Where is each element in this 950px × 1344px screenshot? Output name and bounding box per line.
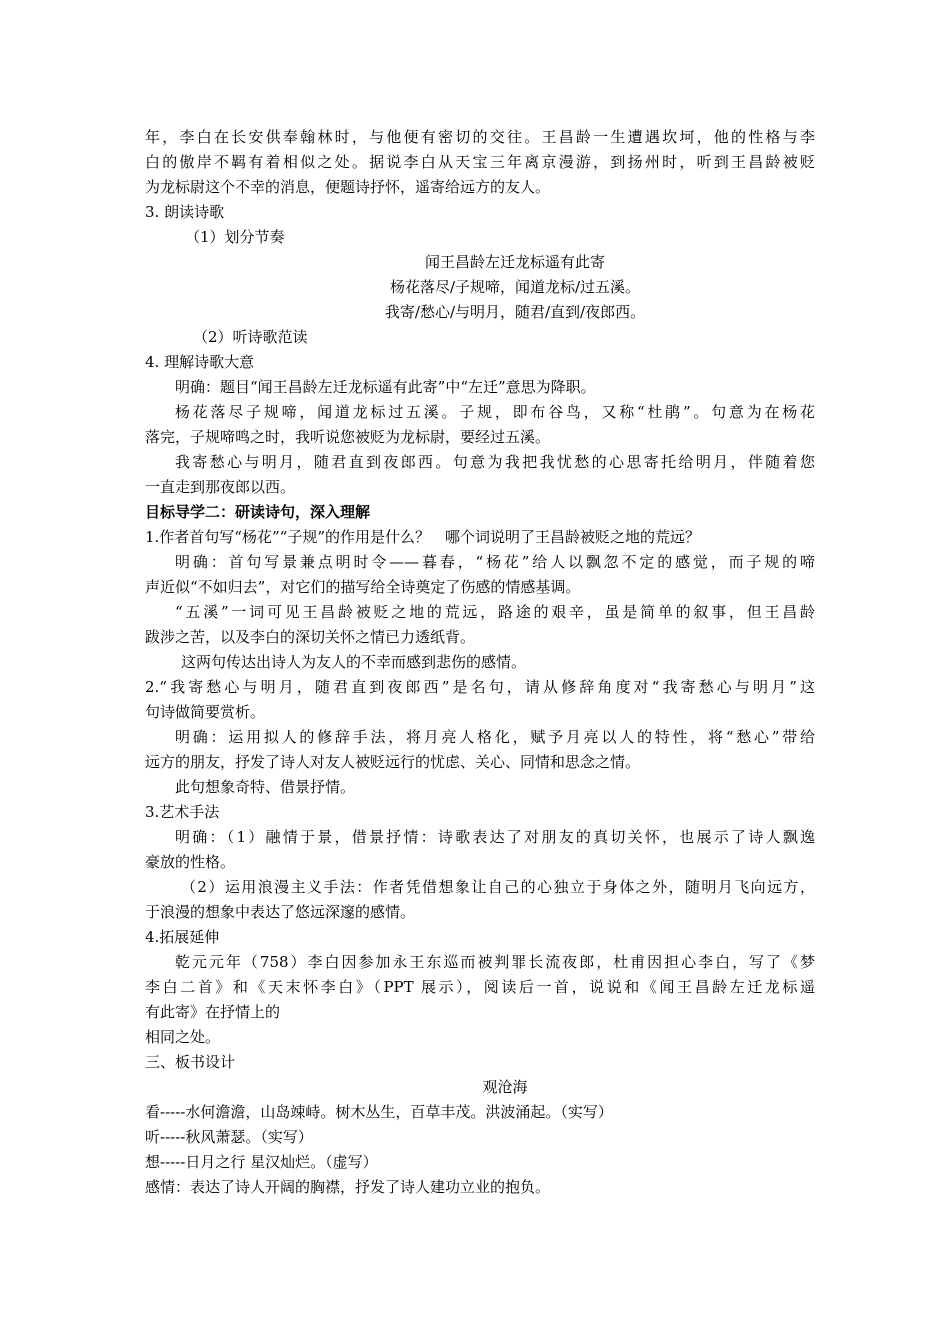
answer-1d: 跋涉之苦，以及李白的深切关怀之情已力透纸背。 — [145, 628, 476, 646]
poem-title: 闻王昌龄左迁龙标遥有此寄 — [424, 253, 605, 271]
question-1: 1.作者首句写“杨花”“子规”的作用是什么？ 哪个词说明了王昌龄被贬之地的荒远？ — [145, 528, 700, 546]
question-4: 4.拓展延伸 — [145, 928, 220, 946]
board-title: 观沧海 — [482, 1078, 528, 1096]
board-line-1: 看-----水何澹澹，山岛竦峙。树木丛生，百草丰茂。洪波涌起。（实写） — [145, 1103, 613, 1121]
answer-4c: 有此寄》在抒情上的 — [145, 1003, 281, 1021]
answer-3b: 豪放的性格。 — [145, 853, 236, 871]
goal-2-heading: 目标导学二：研读诗句，深入理解 — [145, 503, 371, 521]
intro-line-3: 为龙标尉这个不幸的消息，便题诗抒怀，遥寄给远方的友人。 — [145, 178, 551, 196]
section-3-sub2: （2）听诗歌范读 — [193, 328, 308, 346]
intro-line-2: 白的傲岸不羁有着相似之处。据说李白从天宝三年离京漫游，到扬州时，听到王昌龄被贬 — [145, 153, 815, 171]
section-3-sub1: （1）划分节奏 — [185, 228, 285, 246]
board-line-4: 感情：表达了诗人开阔的胸襟，抒发了诗人建功立业的抱负。 — [145, 1178, 551, 1196]
section-3-heading: 3. 朗读诗歌 — [145, 203, 225, 221]
answer-3c: （2）运用浪漫主义手法：作者凭借想象让自己的心独立于身体之外，随明月飞向远方， — [181, 878, 815, 896]
board-heading: 三、板书设计 — [145, 1053, 236, 1071]
section-4-p3a: 我寄愁心与明月，随君直到夜郎西。句意为我把我忧愁的心思寄托给明月，伴随着您 — [175, 453, 815, 471]
intro-line-1: 年，李白在长安供奉翰林时，与他便有密切的交往。王昌龄一生遭遇坎坷，他的性格与李 — [145, 128, 815, 146]
question-2b: 句诗做简要赏析。 — [145, 703, 266, 721]
answer-3d: 于浪漫的想象中表达了悠远深邃的感情。 — [145, 903, 416, 921]
answer-1b: 声近似“不如归去”，对它们的描写给全诗奠定了伤感的情感基调。 — [145, 578, 581, 596]
answer-1c: “五溪”一词可见王昌龄被贬之地的荒远，路途的艰辛，虽是简单的叙事，但王昌龄 — [175, 603, 815, 621]
poem-line-1: 杨花落尽/子规啼，闻道龙标/过五溪。 — [389, 278, 641, 296]
question-3: 3.艺术手法 — [145, 803, 220, 821]
section-4-p3b: 一直走到那夜郎以西。 — [145, 478, 296, 496]
section-4-p2a: 杨花落尽子规啼，闻道龙标过五溪。子规，即布谷鸟，又称“杜鹃”。句意为在杨花 — [175, 403, 815, 421]
answer-4b: 李白二首》和《天末怀李白》（PPT 展示），阅读后一首，说说和《闻王昌龄左迁龙标遥 — [145, 978, 815, 996]
answer-4a: 乾元元年（758）李白因参加永王东巡而被判罪长流夜郎，杜甫因担心李白，写了《梦 — [175, 953, 815, 971]
answer-4d: 相同之处。 — [145, 1028, 221, 1046]
answer-1a: 明确：首句写景兼点明时令——暮春，“杨花”给人以飘忽不定的感觉，而子规的啼 — [175, 553, 815, 571]
document-page — [145, 125, 815, 1200]
answer-1e: 这两句传达出诗人为友人的不幸而感到悲伤的感情。 — [181, 653, 527, 671]
answer-2b: 远方的朋友，抒发了诗人对友人被贬远行的忧虑、关心、同情和思念之情。 — [145, 753, 641, 771]
answer-2a: 明确：运用拟人的修辞手法，将月亮人格化，赋予月亮以人的特性，将“愁心”带给 — [175, 728, 815, 746]
question-2a: 2.“我寄愁心与明月，随君直到夜郎西”是名句，请从修辞角度对“我寄愁心与明月”这 — [145, 678, 815, 696]
section-4-p2b: 落完，子规啼鸣之时，我听说您被贬为龙标尉，要经过五溪。 — [145, 428, 551, 446]
answer-2c: 此句想象奇特、借景抒情。 — [175, 778, 356, 796]
board-line-3: 想-----日月之行 星汉灿烂。（虚写） — [145, 1153, 378, 1171]
section-4-p1: 明确：题目“闻王昌龄左迁龙标遥有此寄”中“左迁”意思为降职。 — [175, 378, 596, 396]
poem-line-2: 我寄/愁心/与明月，随君/直到/夜郎西。 — [384, 303, 646, 321]
section-4-heading: 4. 理解诗歌大意 — [145, 353, 255, 371]
answer-3a: 明确：（1）融情于景，借景抒情：诗歌表达了对朋友的真切关怀，也展示了诗人飘逸 — [175, 828, 815, 846]
board-line-2: 听-----秋风萧瑟。（实写） — [145, 1128, 313, 1146]
